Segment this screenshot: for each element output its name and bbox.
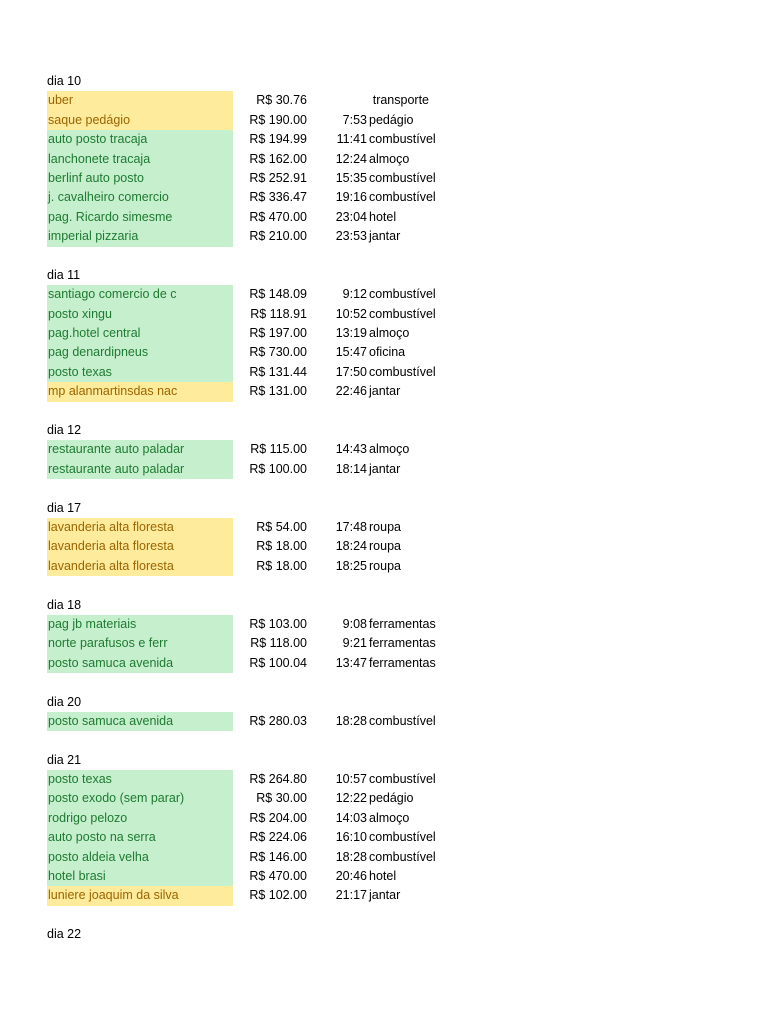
amount-cell[interactable]: R$ 100.04	[249, 655, 307, 670]
amount-cell[interactable]: R$ 470.00	[249, 209, 307, 224]
day-group	[47, 266, 467, 402]
category-cell[interactable]: almoço	[369, 810, 410, 825]
day-group	[47, 693, 467, 732]
category-cell[interactable]: almoço	[369, 442, 410, 457]
amount-cell[interactable]: R$ 30.00	[256, 791, 307, 806]
category-cell[interactable]: roupa	[369, 519, 401, 534]
amount-cell[interactable]: R$ 118.91	[250, 306, 307, 321]
expense-row	[47, 867, 467, 886]
category-cell[interactable]: combustível	[369, 364, 436, 379]
expense-row	[47, 169, 467, 188]
merchant-cell[interactable]: mp alanmartinsdas nac	[47, 382, 233, 401]
expense-row	[47, 460, 467, 479]
expense-row	[47, 615, 467, 634]
time-cell[interactable]: 13:47	[335, 655, 367, 670]
blank-row	[47, 576, 467, 595]
blank-row	[47, 479, 467, 498]
time-cell[interactable]: 16:10	[335, 830, 367, 845]
day-title: dia 11	[47, 267, 81, 282]
day-title: dia 10	[47, 74, 82, 88]
time-cell[interactable]: 12:22	[335, 791, 367, 806]
day-group	[47, 499, 467, 577]
time-cell[interactable]: 15:35	[335, 170, 367, 185]
category-cell[interactable]: hotel	[369, 209, 397, 224]
time-cell[interactable]: 9:08	[342, 616, 367, 631]
category-cell[interactable]: jantar	[369, 888, 401, 903]
expense-row	[47, 712, 467, 731]
amount-cell[interactable]: R$ 131.00	[249, 384, 307, 399]
blank-row	[47, 731, 467, 750]
merchant-cell[interactable]: auto posto tracaja	[47, 130, 233, 149]
category-cell[interactable]: jantar	[369, 461, 401, 476]
category-cell[interactable]: combustível	[369, 772, 436, 787]
amount-cell[interactable]: R$ 204.00	[249, 810, 307, 825]
time-cell[interactable]: 18:28	[335, 713, 367, 728]
blank-row	[47, 906, 467, 925]
time-cell[interactable]: 23:53	[335, 229, 367, 244]
expense-row	[47, 770, 467, 789]
expense-row	[47, 111, 467, 130]
time-cell[interactable]: 18:14	[335, 461, 367, 476]
expense-row	[47, 150, 467, 169]
merchant-cell[interactable]: imperial pizzaria	[47, 227, 233, 246]
amount-cell[interactable]: R$ 102.00	[249, 888, 307, 903]
merchant-cell[interactable]: auto posto na serra	[47, 828, 233, 847]
expense-row	[47, 886, 467, 905]
merchant-cell[interactable]: posto texas	[47, 770, 233, 789]
category-cell[interactable]: almoço	[369, 326, 410, 341]
amount-cell[interactable]: R$ 18.00	[256, 558, 307, 573]
time-cell[interactable]: 14:43	[335, 442, 367, 457]
time-cell[interactable]	[309, 91, 367, 110]
expense-row	[47, 130, 467, 149]
merchant-cell[interactable]: lavanderia alta floresta	[47, 518, 233, 537]
time-cell[interactable]: 21:17	[335, 888, 367, 903]
expense-row	[47, 324, 467, 343]
amount-cell[interactable]: R$ 103.00	[249, 616, 307, 631]
time-cell[interactable]: 20:46	[335, 869, 367, 884]
day-title: dia 21	[47, 752, 82, 767]
category-cell[interactable]: ferramentas	[369, 636, 436, 651]
amount-cell[interactable]: R$ 210.00	[249, 229, 307, 244]
time-cell[interactable]: 15:47	[335, 345, 367, 360]
amount-cell[interactable]: R$ 115.00	[250, 442, 307, 457]
merchant-cell[interactable]: restaurante auto paladar	[47, 460, 233, 479]
time-cell[interactable]: 9:12	[342, 287, 367, 302]
time-cell[interactable]: 22:46	[335, 384, 367, 399]
category-cell[interactable]: combustível	[369, 132, 436, 147]
category-cell[interactable]: combustível	[369, 306, 436, 321]
category-cell[interactable]: combustível	[369, 849, 436, 864]
blank-row	[47, 247, 467, 266]
expense-row	[47, 518, 467, 537]
amount-cell[interactable]: R$ 131.44	[249, 364, 307, 379]
amount-cell[interactable]: R$ 148.09	[249, 287, 307, 302]
merchant-cell[interactable]: posto samuca avenida	[47, 712, 233, 731]
category-cell[interactable]: roupa	[369, 539, 401, 554]
day-title: dia 22	[47, 927, 82, 942]
amount-cell[interactable]: R$ 280.03	[249, 713, 307, 728]
merchant-cell[interactable]: restaurante auto paladar	[47, 440, 233, 459]
time-cell[interactable]: 12:24	[335, 151, 367, 166]
amount-cell[interactable]: R$ 162.00	[249, 151, 307, 166]
amount-cell[interactable]: R$ 197.00	[249, 326, 307, 341]
merchant-cell[interactable]: lavanderia alta floresta	[47, 557, 233, 576]
merchant-cell[interactable]: posto xingu	[47, 305, 233, 324]
category-cell[interactable]: hotel	[369, 869, 397, 884]
merchant-cell[interactable]: berlinf auto posto	[47, 169, 233, 188]
merchant-cell[interactable]: posto aldeia velha	[47, 848, 233, 867]
day-title: dia 20	[47, 694, 82, 709]
category-cell[interactable]: almoço	[369, 151, 410, 166]
category-cell[interactable]: pedágio	[369, 791, 414, 806]
merchant-cell[interactable]: hotel brasi	[47, 867, 233, 886]
expense-row	[47, 305, 467, 324]
amount-cell[interactable]: R$ 30.76	[256, 93, 307, 108]
time-cell[interactable]: 17:48	[335, 519, 367, 534]
category-cell[interactable]: ferramentas	[369, 616, 436, 631]
category-cell[interactable]: combustível	[369, 190, 436, 205]
blank-row	[47, 402, 467, 421]
blank-row	[47, 673, 467, 692]
expense-row	[47, 91, 467, 110]
merchant-cell[interactable]: uber	[47, 91, 233, 110]
time-cell[interactable]: 10:52	[335, 306, 367, 321]
category-cell[interactable]: transporte	[372, 93, 429, 108]
expense-row	[47, 557, 467, 576]
merchant-cell[interactable]: j. cavalheiro comercio	[47, 188, 233, 207]
time-cell[interactable]: 7:53	[342, 112, 367, 127]
expense-row	[47, 227, 467, 246]
amount-cell[interactable]: R$ 190.00	[249, 112, 307, 127]
time-cell[interactable]: 23:04	[335, 209, 367, 224]
merchant-cell[interactable]: pag denardipneus	[47, 343, 233, 362]
day-title: dia 17	[47, 500, 82, 515]
merchant-cell[interactable]: luniere joaquim da silva	[47, 886, 233, 905]
time-cell[interactable]: 11:41	[336, 132, 367, 147]
day-group	[47, 751, 467, 906]
amount-cell[interactable]: R$ 18.00	[256, 539, 307, 554]
expense-row	[47, 363, 467, 382]
merchant-cell[interactable]: pag.hotel central	[47, 324, 233, 343]
expense-row	[47, 382, 467, 401]
category-cell[interactable]: oficina	[369, 345, 406, 360]
expense-row	[47, 634, 467, 653]
merchant-cell[interactable]: saque pedágio	[47, 111, 233, 130]
day-group	[47, 72, 467, 247]
time-cell[interactable]: 13:19	[335, 326, 367, 341]
time-cell[interactable]: 18:28	[335, 849, 367, 864]
category-cell[interactable]: combustível	[369, 170, 436, 185]
day-group	[47, 925, 467, 944]
merchant-cell[interactable]: pag. Ricardo simesme	[47, 208, 233, 227]
amount-cell[interactable]: R$ 54.00	[256, 519, 307, 534]
time-cell[interactable]: 10:57	[335, 772, 367, 787]
merchant-cell[interactable]: posto exodo (sem parar)	[47, 789, 233, 808]
merchant-cell[interactable]: santiago comercio de c	[47, 285, 233, 304]
day-group	[47, 421, 467, 479]
time-cell[interactable]: 9:21	[342, 636, 367, 651]
amount-cell[interactable]: R$ 264.80	[249, 772, 307, 787]
time-cell[interactable]: 18:25	[335, 558, 367, 573]
merchant-cell[interactable]: lanchonete tracaja	[47, 150, 233, 169]
day-title: dia 12	[47, 423, 82, 438]
time-cell[interactable]: 17:50	[335, 364, 367, 379]
category-cell[interactable]: combustível	[369, 713, 436, 728]
category-cell[interactable]: pedágio	[369, 112, 414, 127]
merchant-cell[interactable]: pag jb materiais	[47, 615, 233, 634]
amount-cell[interactable]: R$ 730.00	[249, 345, 307, 360]
expense-row	[47, 828, 467, 847]
amount-cell[interactable]: R$ 100.00	[249, 461, 307, 476]
amount-cell[interactable]: R$ 252.91	[249, 170, 307, 185]
expense-row	[47, 809, 467, 828]
expense-row	[47, 343, 467, 362]
merchant-cell[interactable]: norte parafusos e ferr	[47, 634, 233, 653]
expense-row	[47, 188, 467, 207]
merchant-cell[interactable]: lavanderia alta floresta	[47, 537, 233, 556]
time-cell[interactable]: 19:16	[335, 190, 367, 205]
expense-row	[47, 208, 467, 227]
category-cell[interactable]: combustível	[369, 287, 436, 302]
amount-cell[interactable]: R$ 336.47	[249, 190, 307, 205]
category-cell[interactable]: jantar	[369, 229, 401, 244]
category-cell[interactable]: combustível	[369, 830, 436, 845]
merchant-cell[interactable]: posto samuca avenida	[47, 654, 233, 673]
amount-cell[interactable]: R$ 224.06	[249, 830, 307, 845]
merchant-cell[interactable]: posto texas	[47, 363, 233, 382]
category-cell[interactable]: roupa	[369, 558, 401, 573]
amount-cell[interactable]: R$ 470.00	[249, 869, 307, 884]
amount-cell[interactable]: R$ 146.00	[249, 849, 307, 864]
expense-row	[47, 848, 467, 867]
expense-row	[47, 537, 467, 556]
merchant-cell[interactable]: rodrigo pelozo	[47, 809, 233, 828]
amount-cell[interactable]: R$ 118.00	[250, 636, 307, 651]
category-cell[interactable]: ferramentas	[369, 655, 436, 670]
expense-row	[47, 654, 467, 673]
expense-row	[47, 440, 467, 459]
time-cell[interactable]: 14:03	[335, 810, 367, 825]
expense-row	[47, 285, 467, 304]
time-cell[interactable]: 18:24	[335, 539, 367, 554]
category-cell[interactable]: jantar	[369, 384, 401, 399]
day-title: dia 18	[47, 597, 82, 612]
expense-row	[47, 789, 467, 808]
expense-sheet	[47, 72, 467, 945]
day-group	[47, 596, 467, 674]
amount-cell[interactable]: R$ 194.99	[249, 132, 307, 147]
